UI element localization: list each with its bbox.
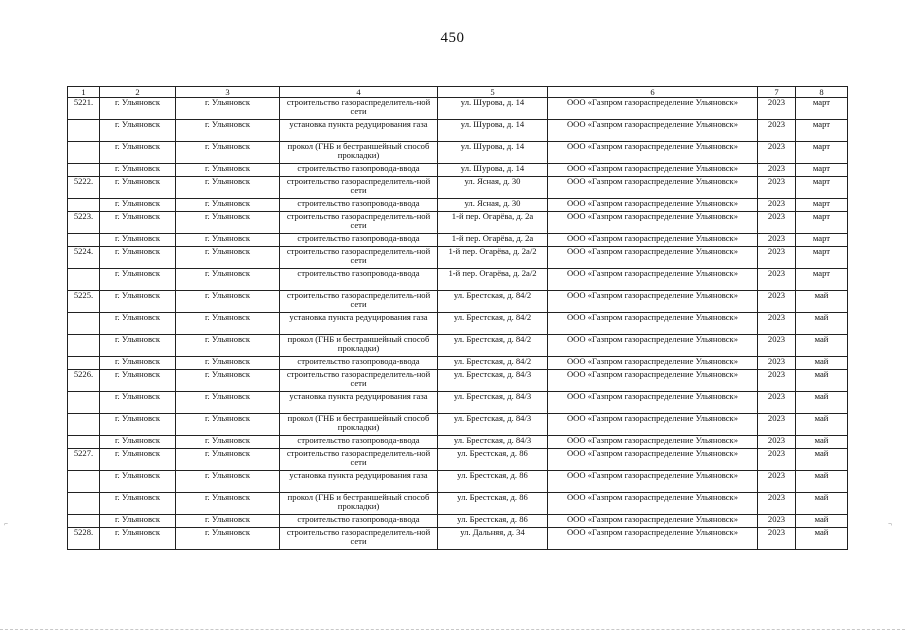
municipality-cell: г. Ульяновск [100, 436, 176, 449]
address-cell: ул. Шурова, д. 14 [438, 120, 548, 142]
work-type-cell: строительство газопровода-ввода [280, 199, 438, 212]
row-number-cell: 5227. [68, 449, 100, 471]
column-header: 8 [796, 87, 848, 98]
table-row [68, 291, 848, 313]
column-header: 4 [280, 87, 438, 98]
table-row [68, 234, 848, 247]
year-cell: 2023 [758, 234, 796, 247]
scan-bottom-rule [0, 629, 905, 630]
municipality-cell: г. Ульяновск [100, 370, 176, 392]
year-cell: 2023 [758, 164, 796, 177]
work-type-cell: строительство газопровода-ввода [280, 357, 438, 370]
month-cell: март [796, 120, 848, 142]
settlement-cell: г. Ульяновск [176, 177, 280, 199]
month-cell: май [796, 414, 848, 436]
table-row [68, 515, 848, 528]
month-cell: май [796, 515, 848, 528]
year-cell: 2023 [758, 528, 796, 550]
address-cell: ул. Брестская, д. 84/2 [438, 291, 548, 313]
address-cell: ул. Брестская, д. 84/2 [438, 335, 548, 357]
work-type-cell: установка пункта редуцирования газа [280, 120, 438, 142]
work-type-cell: прокол (ГНБ и бестраншейный способ прокладки) [280, 335, 438, 357]
municipality-cell: г. Ульяновск [100, 120, 176, 142]
organization-cell: ООО «Газпром газораспределение Ульяновск» [548, 436, 758, 449]
month-cell: март [796, 177, 848, 199]
address-cell: ул. Брестская, д. 86 [438, 493, 548, 515]
row-number-cell [68, 199, 100, 212]
organization-cell: ООО «Газпром газораспределение Ульяновск» [548, 234, 758, 247]
year-cell: 2023 [758, 177, 796, 199]
column-header: 1 [68, 87, 100, 98]
address-cell: ул. Брестская, д. 86 [438, 449, 548, 471]
organization-cell: ООО «Газпром газораспределение Ульяновск» [548, 98, 758, 120]
row-number-cell [68, 436, 100, 449]
work-type-cell: строительство газораспределитель-ной сети [280, 98, 438, 120]
work-type-cell: прокол (ГНБ и бестраншейный способ прокладки) [280, 414, 438, 436]
year-cell: 2023 [758, 98, 796, 120]
settlement-cell: г. Ульяновск [176, 212, 280, 234]
work-type-cell: строительство газораспределитель-ной сети [280, 247, 438, 269]
table-row [68, 471, 848, 493]
settlement-cell: г. Ульяновск [176, 247, 280, 269]
address-cell: 1-й пер. Огарёва, д. 2а/2 [438, 269, 548, 291]
month-cell: май [796, 370, 848, 392]
settlement-cell: г. Ульяновск [176, 515, 280, 528]
settlement-cell: г. Ульяновск [176, 357, 280, 370]
organization-cell: ООО «Газпром газораспределение Ульяновск» [548, 177, 758, 199]
year-cell: 2023 [758, 414, 796, 436]
row-number-cell: 5226. [68, 370, 100, 392]
work-type-cell: установка пункта редуцирования газа [280, 392, 438, 414]
work-type-cell: строительство газораспределитель-ной сети [280, 449, 438, 471]
municipality-cell: г. Ульяновск [100, 449, 176, 471]
row-number-cell [68, 335, 100, 357]
organization-cell: ООО «Газпром газораспределение Ульяновск» [548, 528, 758, 550]
address-cell: ул. Брестская, д. 84/3 [438, 370, 548, 392]
municipality-cell: г. Ульяновск [100, 212, 176, 234]
address-cell: ул. Шурова, д. 14 [438, 98, 548, 120]
address-cell: 1-й пер. Огарёва, д. 2а/2 [438, 247, 548, 269]
address-cell: ул. Ясная, д. 30 [438, 177, 548, 199]
organization-cell: ООО «Газпром газораспределение Ульяновск» [548, 291, 758, 313]
table-row [68, 414, 848, 436]
organization-cell: ООО «Газпром газораспределение Ульяновск» [548, 142, 758, 164]
settlement-cell: г. Ульяновск [176, 449, 280, 471]
municipality-cell: г. Ульяновск [100, 177, 176, 199]
year-cell: 2023 [758, 142, 796, 164]
year-cell: 2023 [758, 493, 796, 515]
scan-edge-mark: ¬ [888, 520, 892, 528]
work-type-cell: строительство газораспределитель-ной сети [280, 291, 438, 313]
address-cell: ул. Дальняя, д. 34 [438, 528, 548, 550]
municipality-cell: г. Ульяновск [100, 357, 176, 370]
organization-cell: ООО «Газпром газораспределение Ульяновск» [548, 392, 758, 414]
table-row [68, 313, 848, 335]
settlement-cell: г. Ульяновск [176, 291, 280, 313]
table-row [68, 335, 848, 357]
organization-cell: ООО «Газпром газораспределение Ульяновск» [548, 449, 758, 471]
year-cell: 2023 [758, 313, 796, 335]
row-number-cell: 5225. [68, 291, 100, 313]
work-type-cell: прокол (ГНБ и бестраншейный способ прокладки) [280, 493, 438, 515]
municipality-cell: г. Ульяновск [100, 199, 176, 212]
row-number-cell: 5221. [68, 98, 100, 120]
year-cell: 2023 [758, 370, 796, 392]
year-cell: 2023 [758, 212, 796, 234]
address-cell: ул. Брестская, д. 86 [438, 515, 548, 528]
year-cell: 2023 [758, 269, 796, 291]
month-cell: март [796, 247, 848, 269]
settlement-cell: г. Ульяновск [176, 98, 280, 120]
organization-cell: ООО «Газпром газораспределение Ульяновск» [548, 414, 758, 436]
column-header: 2 [100, 87, 176, 98]
work-type-cell: строительство газораспределитель-ной сети [280, 370, 438, 392]
month-cell: март [796, 212, 848, 234]
table-row [68, 370, 848, 392]
row-number-cell [68, 357, 100, 370]
year-cell: 2023 [758, 335, 796, 357]
settlement-cell: г. Ульяновск [176, 313, 280, 335]
month-cell: май [796, 313, 848, 335]
year-cell: 2023 [758, 449, 796, 471]
year-cell: 2023 [758, 392, 796, 414]
address-cell: ул. Шурова, д. 14 [438, 164, 548, 177]
work-type-cell: строительство газопровода-ввода [280, 234, 438, 247]
year-cell: 2023 [758, 515, 796, 528]
month-cell: март [796, 199, 848, 212]
table-row [68, 357, 848, 370]
organization-cell: ООО «Газпром газораспределение Ульяновск» [548, 269, 758, 291]
register-table-wrapper [67, 86, 847, 550]
work-type-cell: строительство газораспределитель-ной сети [280, 177, 438, 199]
column-header: 6 [548, 87, 758, 98]
register-table [67, 86, 848, 550]
scan-edge-mark: ⌐ [4, 520, 8, 528]
work-type-cell: строительство газораспределитель-ной сети [280, 528, 438, 550]
settlement-cell: г. Ульяновск [176, 164, 280, 177]
table-row [68, 98, 848, 120]
settlement-cell: г. Ульяновск [176, 199, 280, 212]
row-number-cell: 5223. [68, 212, 100, 234]
address-cell: 1-й пер. Огарёва, д. 2а [438, 212, 548, 234]
row-number-cell [68, 269, 100, 291]
month-cell: март [796, 234, 848, 247]
address-cell: ул. Брестская, д. 84/2 [438, 313, 548, 335]
municipality-cell: г. Ульяновск [100, 98, 176, 120]
address-cell: ул. Ясная, д. 30 [438, 199, 548, 212]
settlement-cell: г. Ульяновск [176, 528, 280, 550]
settlement-cell: г. Ульяновск [176, 392, 280, 414]
settlement-cell: г. Ульяновск [176, 414, 280, 436]
work-type-cell: строительство газопровода-ввода [280, 164, 438, 177]
settlement-cell: г. Ульяновск [176, 269, 280, 291]
month-cell: май [796, 449, 848, 471]
month-cell: май [796, 357, 848, 370]
table-row [68, 269, 848, 291]
table-row [68, 164, 848, 177]
month-cell: март [796, 142, 848, 164]
municipality-cell: г. Ульяновск [100, 528, 176, 550]
address-cell: 1-й пер. Огарёва, д. 2а [438, 234, 548, 247]
municipality-cell: г. Ульяновск [100, 142, 176, 164]
organization-cell: ООО «Газпром газораспределение Ульяновск» [548, 212, 758, 234]
table-row [68, 177, 848, 199]
address-cell: ул. Брестская, д. 86 [438, 471, 548, 493]
row-number-cell: 5224. [68, 247, 100, 269]
row-number-cell [68, 142, 100, 164]
address-cell: ул. Брестская, д. 84/3 [438, 414, 548, 436]
work-type-cell: прокол (ГНБ и бестраншейный способ прокладки) [280, 142, 438, 164]
organization-cell: ООО «Газпром газораспределение Ульяновск» [548, 515, 758, 528]
organization-cell: ООО «Газпром газораспределение Ульяновск» [548, 313, 758, 335]
row-number-cell [68, 493, 100, 515]
row-number-cell: 5222. [68, 177, 100, 199]
settlement-cell: г. Ульяновск [176, 370, 280, 392]
municipality-cell: г. Ульяновск [100, 471, 176, 493]
table-row [68, 142, 848, 164]
work-type-cell: строительство газопровода-ввода [280, 269, 438, 291]
organization-cell: ООО «Газпром газораспределение Ульяновск» [548, 120, 758, 142]
month-cell: май [796, 528, 848, 550]
table-row [68, 120, 848, 142]
row-number-cell [68, 392, 100, 414]
month-cell: май [796, 493, 848, 515]
municipality-cell: г. Ульяновск [100, 291, 176, 313]
table-row [68, 199, 848, 212]
row-number-cell: 5228. [68, 528, 100, 550]
page-number: 450 [440, 30, 465, 46]
year-cell: 2023 [758, 471, 796, 493]
address-cell: ул. Брестская, д. 84/2 [438, 357, 548, 370]
column-header: 5 [438, 87, 548, 98]
year-cell: 2023 [758, 291, 796, 313]
municipality-cell: г. Ульяновск [100, 493, 176, 515]
row-number-cell [68, 120, 100, 142]
organization-cell: ООО «Газпром газораспределение Ульяновск» [548, 335, 758, 357]
address-cell: ул. Шурова, д. 14 [438, 142, 548, 164]
year-cell: 2023 [758, 357, 796, 370]
row-number-cell [68, 164, 100, 177]
settlement-cell: г. Ульяновск [176, 471, 280, 493]
organization-cell: ООО «Газпром газораспределение Ульяновск» [548, 493, 758, 515]
municipality-cell: г. Ульяновск [100, 164, 176, 177]
register-body [68, 98, 848, 550]
header-row [68, 87, 848, 98]
address-cell: ул. Брестская, д. 84/3 [438, 436, 548, 449]
table-row [68, 493, 848, 515]
month-cell: март [796, 164, 848, 177]
month-cell: май [796, 392, 848, 414]
organization-cell: ООО «Газпром газораспределение Ульяновск» [548, 247, 758, 269]
settlement-cell: г. Ульяновск [176, 234, 280, 247]
municipality-cell: г. Ульяновск [100, 515, 176, 528]
year-cell: 2023 [758, 199, 796, 212]
month-cell: май [796, 335, 848, 357]
row-number-cell [68, 313, 100, 335]
month-cell: март [796, 98, 848, 120]
row-number-cell [68, 471, 100, 493]
table-row [68, 392, 848, 414]
month-cell: март [796, 269, 848, 291]
municipality-cell: г. Ульяновск [100, 313, 176, 335]
municipality-cell: г. Ульяновск [100, 392, 176, 414]
year-cell: 2023 [758, 247, 796, 269]
month-cell: май [796, 436, 848, 449]
municipality-cell: г. Ульяновск [100, 269, 176, 291]
table-row [68, 436, 848, 449]
table-row [68, 247, 848, 269]
column-header: 3 [176, 87, 280, 98]
year-cell: 2023 [758, 120, 796, 142]
work-type-cell: установка пункта редуцирования газа [280, 471, 438, 493]
organization-cell: ООО «Газпром газораспределение Ульяновск» [548, 199, 758, 212]
municipality-cell: г. Ульяновск [100, 335, 176, 357]
address-cell: ул. Брестская, д. 84/3 [438, 392, 548, 414]
organization-cell: ООО «Газпром газораспределение Ульяновск» [548, 357, 758, 370]
table-row [68, 212, 848, 234]
column-header: 7 [758, 87, 796, 98]
work-type-cell: установка пункта редуцирования газа [280, 313, 438, 335]
municipality-cell: г. Ульяновск [100, 247, 176, 269]
work-type-cell: строительство газопровода-ввода [280, 436, 438, 449]
month-cell: май [796, 291, 848, 313]
settlement-cell: г. Ульяновск [176, 335, 280, 357]
organization-cell: ООО «Газпром газораспределение Ульяновск» [548, 164, 758, 177]
organization-cell: ООО «Газпром газораспределение Ульяновск» [548, 370, 758, 392]
settlement-cell: г. Ульяновск [176, 493, 280, 515]
work-type-cell: строительство газопровода-ввода [280, 515, 438, 528]
row-number-cell [68, 234, 100, 247]
row-number-cell [68, 414, 100, 436]
municipality-cell: г. Ульяновск [100, 234, 176, 247]
table-row [68, 449, 848, 471]
organization-cell: ООО «Газпром газораспределение Ульяновск» [548, 471, 758, 493]
settlement-cell: г. Ульяновск [176, 120, 280, 142]
month-cell: май [796, 471, 848, 493]
municipality-cell: г. Ульяновск [100, 414, 176, 436]
settlement-cell: г. Ульяновск [176, 436, 280, 449]
row-number-cell [68, 515, 100, 528]
table-row [68, 528, 848, 550]
settlement-cell: г. Ульяновск [176, 142, 280, 164]
work-type-cell: строительство газораспределитель-ной сети [280, 212, 438, 234]
year-cell: 2023 [758, 436, 796, 449]
